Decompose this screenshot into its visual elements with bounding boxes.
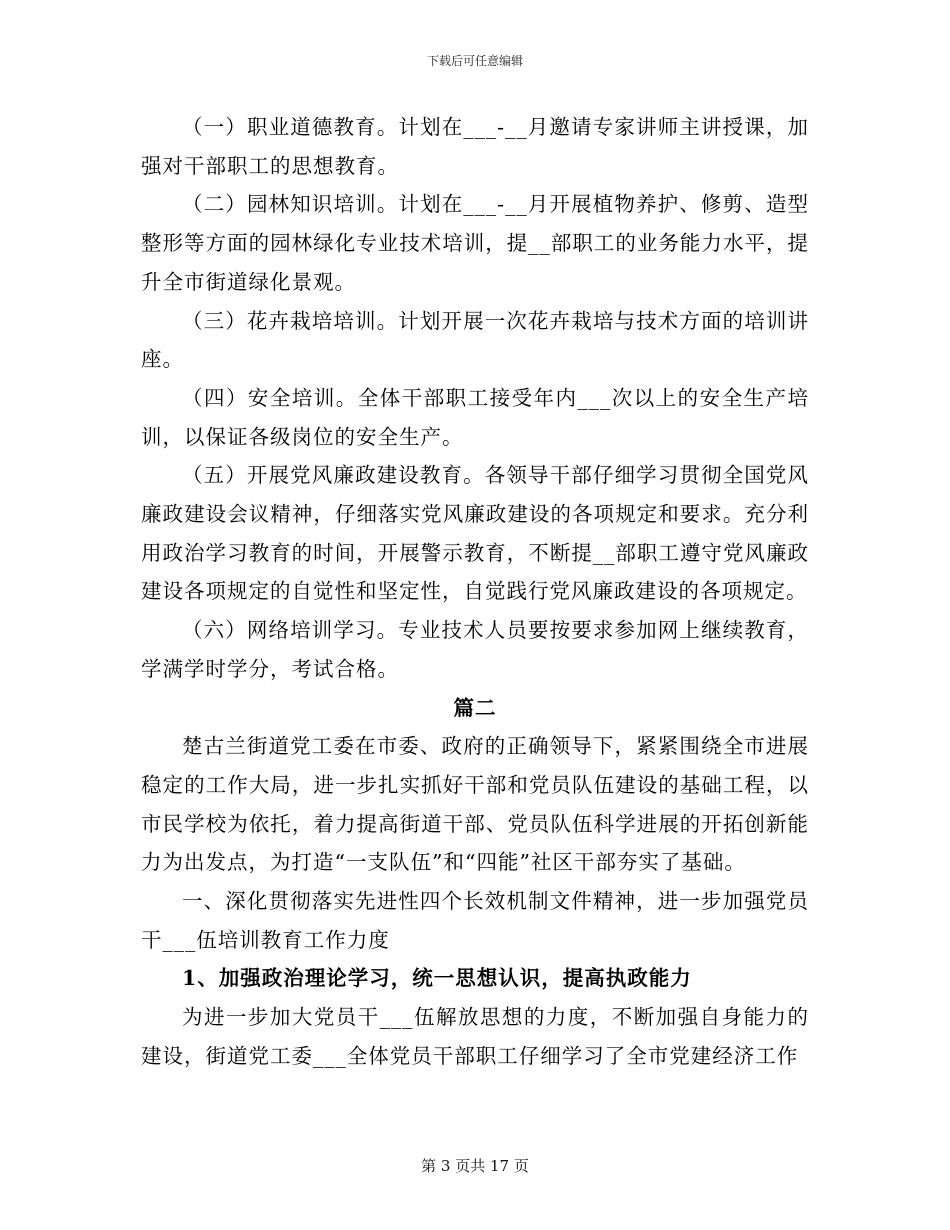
paragraph-garden-training: （二）园林知识培训。计划在___-__月开展植物养护、修剪、造型整形等方面的园林绿化专业技术培训，提__部职工的业务能力水平，提升全市街道绿化景观。 [141, 192, 809, 294]
section-title: 篇二 [453, 695, 497, 720]
header-note: 下载后可任意编辑 [426, 54, 523, 68]
paragraph-moral-education: （一）职业道德教育。计划在___-__月邀请专家讲师主讲授课，加强对干部职工的思想教育。 [141, 115, 809, 178]
paragraph-online-training: （六）网络培训学习。专业技术人员要按要求参加网上继续教育，学满学时学分，考试合格。 [141, 618, 809, 681]
sub-heading-political-study: 1、加强政治理论学习，统一思想认识，提高执政能力 [182, 966, 692, 991]
paragraph-point-one: 一、深化贯彻落实先进性四个长效机制文件精神，进一步加强党员干___伍培训教育工作力度 [141, 889, 809, 952]
paragraph-section-intro: 楚古兰街道党工委在市委、政府的正确领导下，紧紧围绕全市进展稳定的工作大局，进一步扎实抓好干部和党员队伍建设的基础工程，以市民学校为依托，着力提高街道干部、党员队伍科学进展的开拓创新能力为出发点，为打造“一支队伍”和“四能”社区干部夯实了基础。 [141, 734, 809, 875]
paragraph-political-study-body: 为进一步加大党员干___伍解放思想的力度，不断加强自身能力的建设，街道党工委___全体党员干部职工仔细学习了全市党建经济工作 [141, 1005, 809, 1068]
paragraph-integrity-education: （五）开展党风廉政建设教育。各领导干部仔细学习贯彻全国党风廉政建设会议精神，仔细落实党风廉政建设的各项规定和要求。充分利用政治学习教育的时间，开展警示教育，不断提__部职工遵守党风廉政建设各项规定的自觉性和坚定性，自觉践行党风廉政建设的各项规定。 [141, 463, 809, 604]
paragraph-safety-training: （四）安全培训。全体干部职工接受年内___次以上的安全生产培训，以保证各级岗位的安全生产。 [141, 385, 809, 449]
page-number: 第 3 页共 17 页 [421, 1157, 529, 1175]
paragraph-flower-training: （三）花卉栽培培训。计划开展一次花卉栽培与技术方面的培训讲座。 [141, 308, 809, 372]
document-body [141, 108, 809, 1076]
